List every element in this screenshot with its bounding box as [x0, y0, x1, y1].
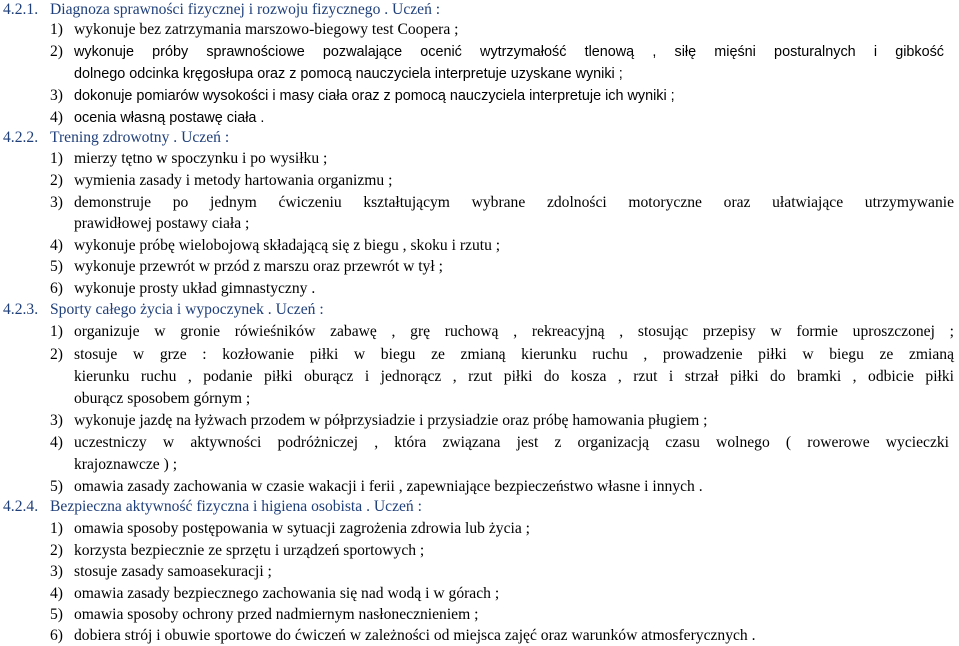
item-number: 3): [50, 87, 63, 104]
item-text: wykonuje próby sprawnościowe pozwalające ocenić wytrzymałość tlenową , siłę mięśni posturalnych i gibkość: [74, 44, 944, 60]
section-title: Trening zdrowotny . Uczeń :: [50, 129, 230, 146]
item-number: 4): [50, 109, 63, 126]
item-text: wykonuje bez zatrzymania marszowo-biegowy test Coopera ;: [74, 21, 459, 38]
section-number: 4.2.4.: [3, 498, 39, 515]
item-number: 2): [50, 43, 63, 60]
item-number: 2): [50, 172, 63, 189]
item-number: 5): [50, 606, 63, 623]
item-text: wykonuje przewrót w przód z marszu oraz przewrót w tył ;: [74, 258, 443, 275]
item-text: oburącz sposobem górnym ;: [74, 390, 251, 407]
item-number: 5): [50, 258, 63, 275]
item-number: 2): [50, 542, 63, 559]
item-text: uczestniczy w aktywności podróżniczej , która związana jest z organizacją czasu wolnego ( rowerowe wycieczki: [74, 434, 949, 451]
item-number: 1): [50, 150, 63, 167]
item-number: 5): [50, 478, 63, 495]
item-text: omawia zasady bezpiecznego zachowania się nad wodą i w górach ;: [74, 585, 500, 602]
item-number: 4): [50, 237, 63, 254]
item-number: 3): [50, 194, 63, 211]
section-title: Bezpieczna aktywność fizyczna i higiena osobista . Uczeń :: [50, 498, 422, 515]
item-text: omawia zasady zachowania w czasie wakacji i ferii , zapewniające bezpieczeństwo własne i innych .: [74, 478, 703, 495]
item-text: wykonuje próbę wielobojową składającą się z biegu , skoku i rzutu ;: [74, 237, 501, 254]
section-number: 4.2.3.: [3, 301, 39, 318]
item-number: 6): [50, 627, 63, 644]
item-text: dobiera strój i obuwie sportowe do ćwiczeń w zależności od miejsca zajęć oraz warunków atmosferycznych .: [74, 627, 756, 644]
section-number: 4.2.1.: [3, 1, 39, 18]
item-text: prawidłowej postawy ciała ;: [74, 215, 250, 232]
item-number: 4): [50, 585, 63, 602]
item-text: omawia sposoby ochrony przed nadmiernym nasłonecznieniem ;: [74, 606, 479, 623]
item-text: ocenia własną postawę ciała .: [74, 110, 265, 126]
item-number: 1): [50, 520, 63, 537]
item-number: 3): [50, 412, 63, 429]
section-number: 4.2.2.: [3, 129, 39, 146]
item-number: 2): [50, 346, 63, 363]
item-text: dokonuje pomiarów wysokości i masy ciała oraz z pomocą nauczyciela interpretuje ich wyniki ;: [74, 88, 675, 104]
item-text: dolnego odcinka kręgosłupa oraz z pomocą nauczyciela interpretuje uzyskane wyniki ;: [74, 66, 623, 82]
item-text: wymienia zasady i metody hartowania organizmu ;: [74, 172, 393, 189]
item-text: mierzy tętno w spoczynku i po wysiłku ;: [74, 150, 328, 167]
item-text: korzysta bezpiecznie ze sprzętu i urządzeń sportowych ;: [74, 542, 425, 559]
item-number: 1): [50, 323, 63, 340]
item-text: wykonuje prosty układ gimnastyczny .: [74, 280, 316, 297]
item-text: wykonuje jazdę na łyżwach przodem w półprzysiadzie i przysiadzie oraz próbę hamowania pługiem ;: [74, 412, 708, 429]
item-text: stosuje zasady samoasekuracji ;: [74, 563, 272, 580]
item-text: stosuje w grze : kozłowanie piłki w biegu ze zmianą kierunku ruchu , prowadzenie piłki w biegu ze zmianą: [74, 346, 954, 363]
item-number: 3): [50, 563, 63, 580]
item-number: 4): [50, 434, 63, 451]
section-title: Sporty całego życia i wypoczynek . Uczeń :: [50, 301, 324, 318]
item-text: omawia sposoby postępowania w sytuacji zagrożenia zdrowia lub życia ;: [74, 520, 530, 537]
item-number: 6): [50, 280, 63, 297]
item-text: kierunku ruchu , podanie piłki oburącz i jednorącz , rzut piłki do kosza , rzut i strzał piłki do bramki , odbicie piłki: [74, 368, 954, 385]
item-text: demonstruje po jednym ćwiczeniu kształtującym wybrane zdolności motoryczne oraz ułatwiające utrzymywanie: [74, 194, 954, 211]
item-number: 1): [50, 21, 63, 38]
section-title: Diagnoza sprawności fizycznej i rozwoju fizycznego . Uczeń :: [50, 1, 441, 18]
item-text: organizuje w gronie rówieśników zabawę , grę ruchową , rekreacyjną , stosując przepisy w formie uproszczonej ;: [74, 323, 954, 340]
item-text: krajoznawcze ) ;: [74, 456, 178, 473]
